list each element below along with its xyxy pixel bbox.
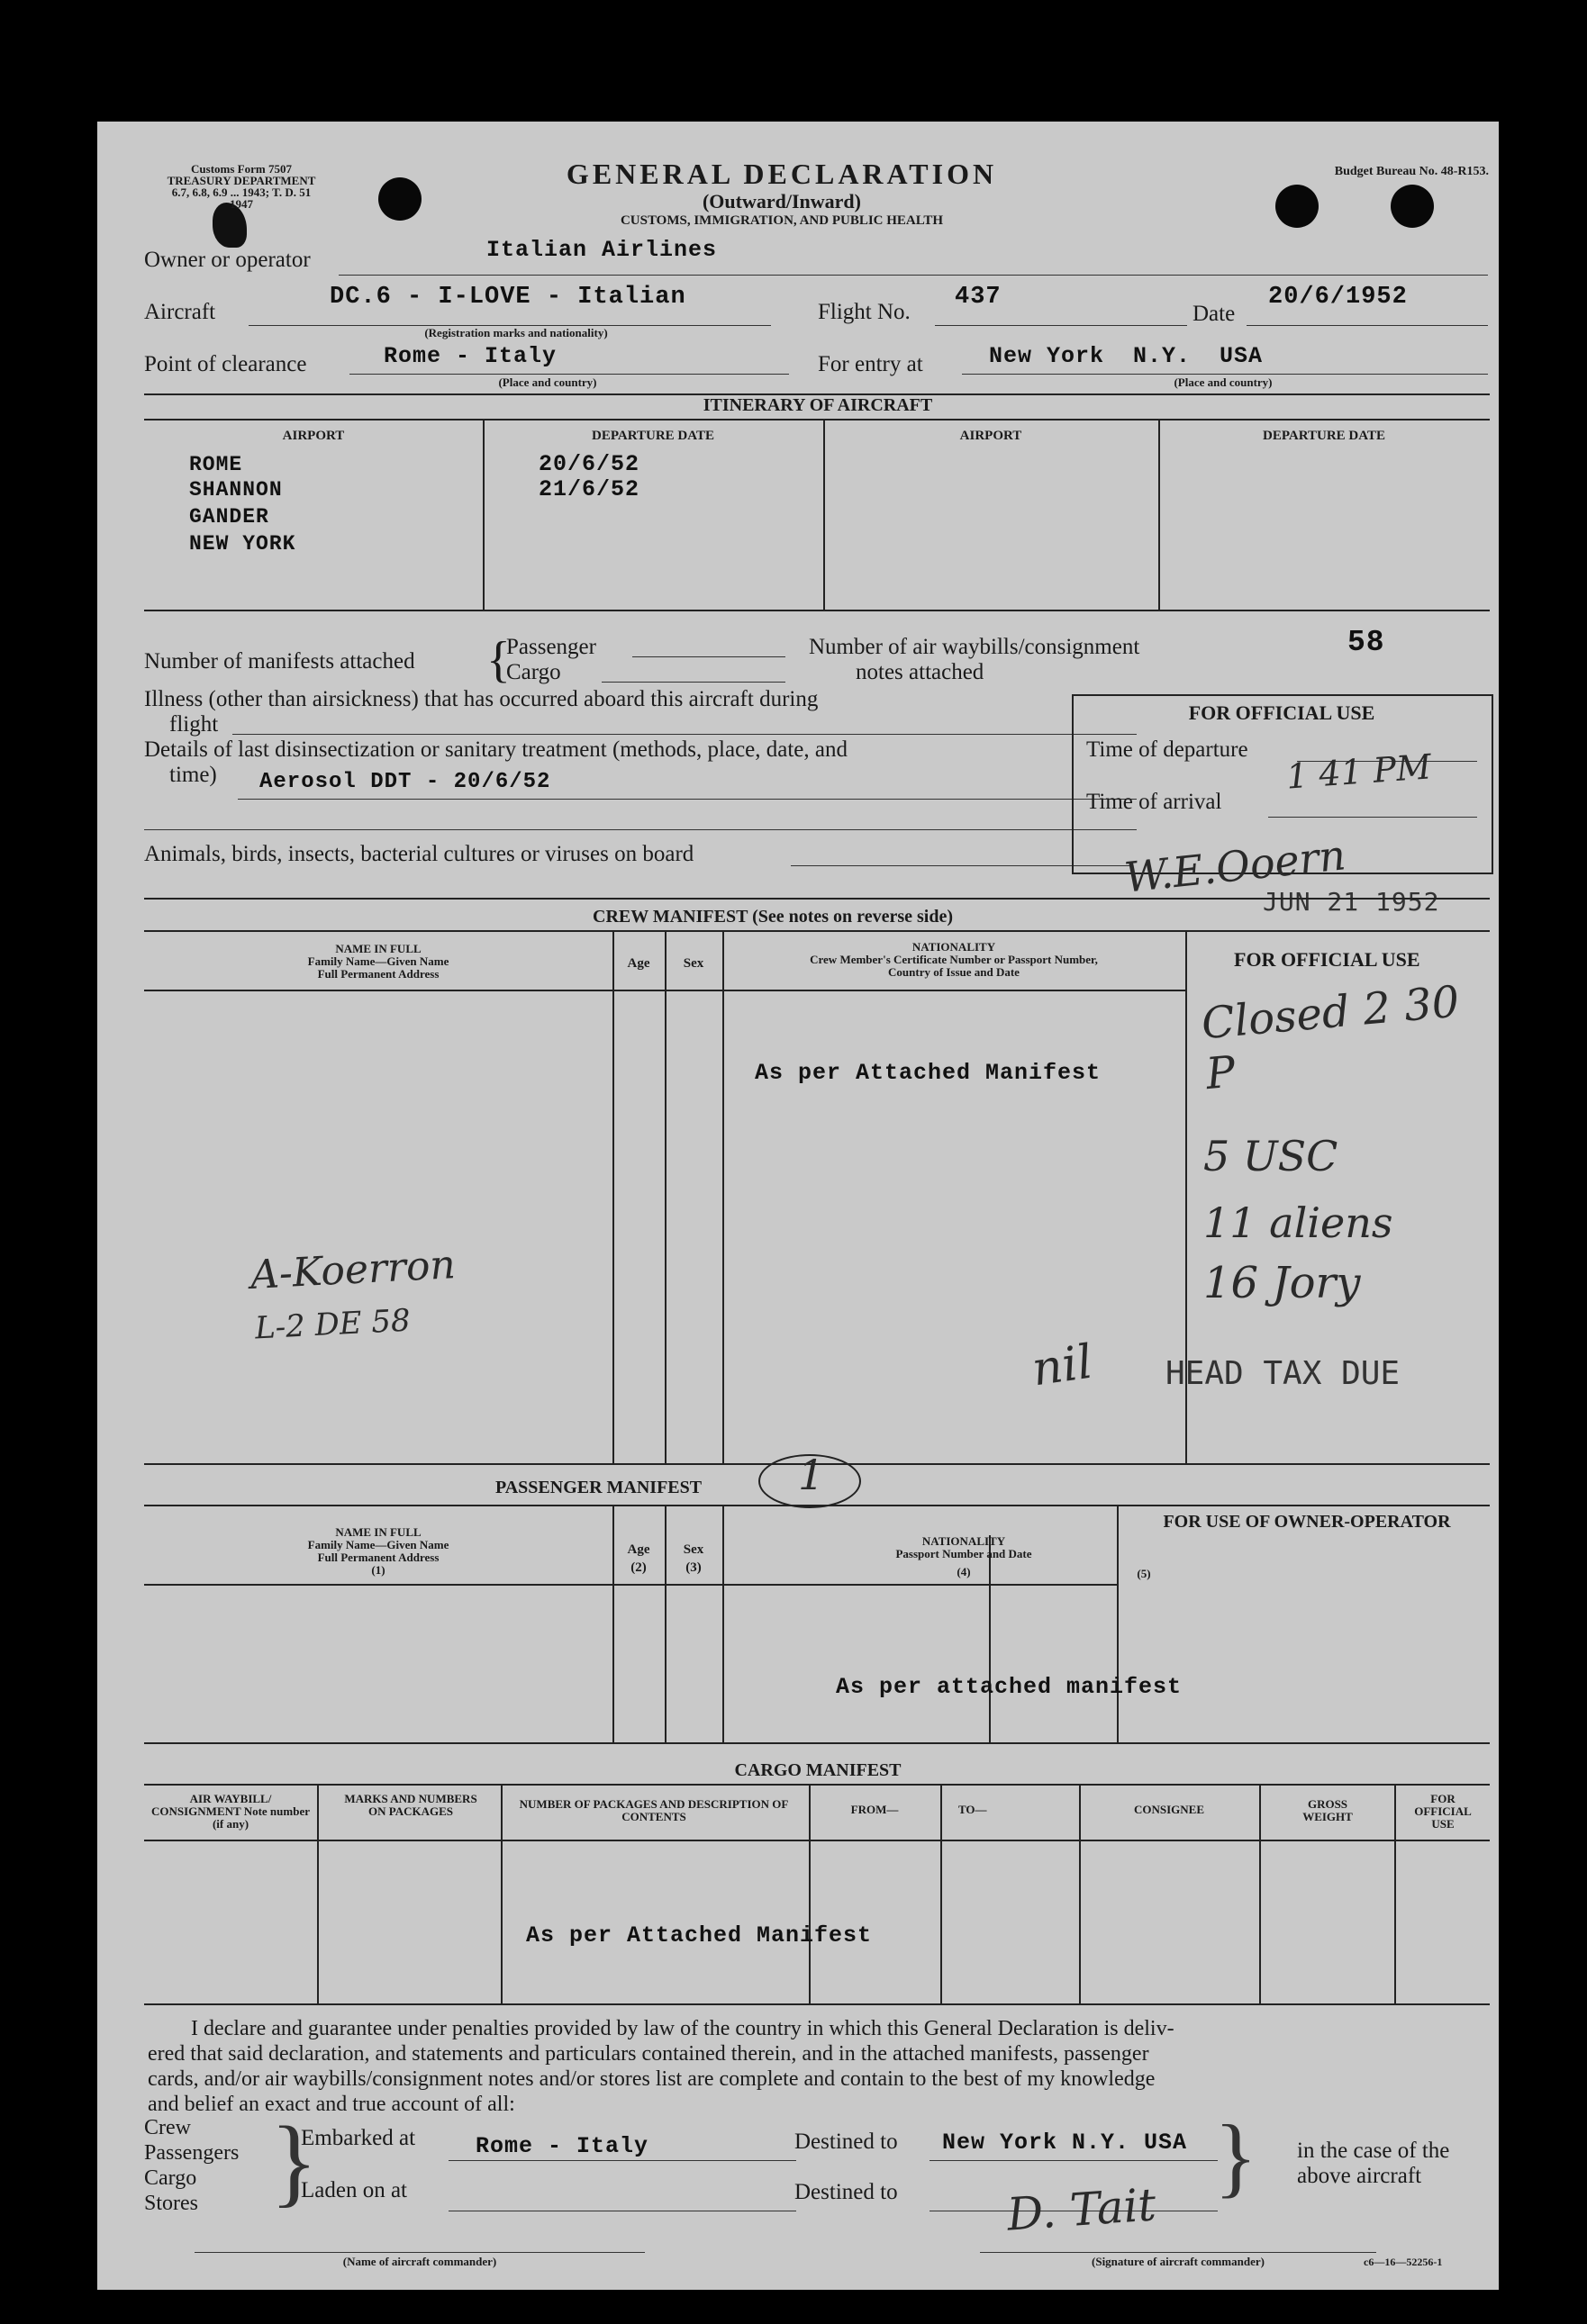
itinerary-header-departure: DEPARTURE DATE bbox=[591, 429, 714, 443]
illness-label-2: flight bbox=[169, 712, 219, 737]
header-text: Age bbox=[627, 1542, 650, 1557]
print-code: c6—16—52256-1 bbox=[1364, 2256, 1443, 2268]
cargo-bottom-rule bbox=[144, 2003, 1490, 2005]
passenger-count: 1 bbox=[798, 1451, 825, 1499]
passenger-header-nationality bbox=[829, 1535, 1099, 1578]
passenger-manifest-title: PASSENGER MANIFEST bbox=[495, 1478, 703, 1497]
header-text: (3) bbox=[685, 1560, 702, 1575]
commander-signature: D. Tait bbox=[1005, 2178, 1158, 2241]
illness-line bbox=[232, 734, 1137, 735]
manifests-brace: { bbox=[486, 632, 511, 688]
passenger-header-age bbox=[612, 1541, 665, 1577]
punch-hole bbox=[1391, 185, 1434, 228]
declaration-line: ered that said declaration, and statements and particulars contained therein, and in the attached manifests, passenger bbox=[148, 2042, 1149, 2066]
flight-number-value: 437 bbox=[955, 284, 1002, 311]
cargo-header-to: TO— bbox=[958, 1803, 987, 1816]
owner-label: Owner or operator bbox=[144, 248, 311, 272]
passenger-note: As per attached manifest bbox=[836, 1674, 1183, 1700]
cargo-rule bbox=[144, 1784, 1490, 1786]
itinerary-header-airport: AIRPORT bbox=[959, 429, 1022, 443]
crew-official-note: 11 aliens bbox=[1203, 1198, 1393, 1247]
cargo-header-marks: MARKS AND NUMBERS ON PACKAGES bbox=[344, 1792, 477, 1818]
laden-label: Laden on at bbox=[301, 2178, 408, 2202]
arrival-time-line bbox=[1268, 817, 1477, 818]
crew-header-age: Age bbox=[627, 956, 650, 971]
header-text: Passport Number and Date bbox=[895, 1547, 1032, 1560]
manifests-cargo-label: Cargo bbox=[506, 660, 561, 684]
crew-header-sex: Sex bbox=[683, 956, 704, 971]
crew-rule bbox=[144, 930, 1490, 932]
destined-value: New York N.Y. USA bbox=[942, 2130, 1188, 2156]
passenger-header-sex bbox=[665, 1541, 722, 1577]
point-of-clearance-label: Point of clearance bbox=[144, 352, 307, 376]
clearance-note: (Place and country) bbox=[498, 375, 597, 389]
form-ref-line: 6.7, 6.8, 6.9 ... 1943; T. D. 51 bbox=[171, 185, 312, 199]
waybills-label-2: notes attached bbox=[856, 660, 984, 684]
disinsectization-value: Aerosol DDT - 20/6/52 bbox=[259, 770, 551, 794]
cargo-note: As per Attached Manifest bbox=[526, 1922, 873, 1949]
header-text: Family Name—Given Name bbox=[307, 954, 449, 968]
header-text: Sex bbox=[683, 1542, 704, 1557]
clearance-underline bbox=[349, 374, 789, 375]
itinerary-header-departure: DEPARTURE DATE bbox=[1262, 429, 1385, 443]
punch-hole bbox=[1275, 185, 1319, 228]
crew-handwritten-note: A-Koerron bbox=[249, 1242, 457, 1298]
passenger-col-divider bbox=[1117, 1505, 1119, 1742]
cargo-header-weight: GROSS WEIGHT bbox=[1302, 1797, 1353, 1823]
declaration-brace: } bbox=[270, 2106, 318, 2216]
declaration-line: cards, and/or air waybills/consignment notes and/or stores list are complete and contain to the best of my knowledge bbox=[148, 2067, 1156, 2091]
form-sheet bbox=[97, 122, 1499, 2290]
form-title: GENERAL DECLARATION bbox=[566, 158, 998, 190]
manifests-passenger-label: Passenger bbox=[506, 635, 596, 659]
disinsectization-label: Details of last disinsectization or sanitary treatment (methods, place, date, and bbox=[144, 737, 848, 762]
aircraft-value: DC.6 - I-LOVE - Italian bbox=[330, 284, 686, 311]
declaration-item: Crew bbox=[144, 2116, 191, 2139]
point-of-clearance-value: Rome - Italy bbox=[384, 343, 558, 369]
itinerary-date: 20/6/52 bbox=[539, 451, 640, 477]
owner-underline bbox=[339, 275, 1488, 276]
nil-annotation: nil bbox=[1029, 1334, 1096, 1397]
disinsectization-line-2 bbox=[144, 829, 1137, 830]
itinerary-bottom-rule bbox=[144, 610, 1490, 611]
crew-col-divider bbox=[612, 930, 614, 1463]
commander-name-line bbox=[195, 2252, 645, 2253]
declaration-item: Stores bbox=[144, 2192, 198, 2215]
illness-label: Illness (other than airsickness) that has occurred aboard this aircraft during bbox=[144, 687, 819, 711]
embarked-line bbox=[449, 2160, 796, 2161]
time-of-departure-label: Time of departure bbox=[1086, 737, 1248, 762]
itinerary-airport: SHANNON bbox=[189, 478, 283, 502]
flight-number-label: Flight No. bbox=[818, 300, 911, 324]
header-text: NATIONALITY bbox=[911, 940, 996, 954]
passenger-rule bbox=[144, 1505, 1490, 1506]
date-value: 20/6/1952 bbox=[1268, 284, 1408, 311]
entry-note: (Place and country) bbox=[1174, 375, 1273, 389]
passenger-col-divider bbox=[722, 1505, 724, 1742]
header-text: Country of Issue and Date bbox=[888, 965, 1020, 979]
itinerary-airport: ROME bbox=[189, 453, 243, 476]
case-text: in the case of the bbox=[1297, 2139, 1450, 2163]
entry-label: For entry at bbox=[818, 352, 923, 376]
crew-header-rule bbox=[144, 990, 1185, 991]
form-reference bbox=[142, 163, 340, 210]
cargo-col-divider bbox=[940, 1784, 942, 2003]
crew-official-note: 5 USC bbox=[1203, 1132, 1338, 1180]
cargo-col-divider bbox=[501, 1784, 503, 2003]
form-ref-line: Customs Form 7507 bbox=[191, 162, 292, 176]
header-text: Full Permanent Address bbox=[317, 1551, 440, 1564]
header-text: NAME IN FULL bbox=[335, 1525, 422, 1539]
cargo-header-packages: NUMBER OF PACKAGES AND DESCRIPTION OF CONTENTS bbox=[519, 1797, 789, 1823]
crew-handwritten-note: L-2 DE 58 bbox=[254, 1302, 412, 1347]
waybills-label: Number of air waybills/consignment bbox=[809, 635, 1140, 659]
itinerary-airport: NEW YORK bbox=[189, 532, 296, 556]
destined-label-2: Destined to bbox=[794, 2180, 898, 2204]
header-text: Family Name—Given Name bbox=[307, 1538, 449, 1551]
head-tax-stamp: HEAD TAX DUE bbox=[1165, 1355, 1401, 1392]
declaration-item: Cargo bbox=[144, 2166, 197, 2190]
form-ref-line: 1947 bbox=[230, 197, 253, 211]
crew-official-note: Closed 2 30 P bbox=[1199, 976, 1462, 1100]
passenger-bottom-rule bbox=[144, 1742, 1490, 1744]
commander-signature-caption: (Signature of aircraft commander) bbox=[1092, 2255, 1265, 2268]
crew-col-divider bbox=[722, 930, 724, 1463]
declaration-line: I declare and guarantee under penalties provided by law of the country in which this General Declaration is deliv- bbox=[191, 2017, 1174, 2040]
aircraft-label: Aircraft bbox=[144, 300, 216, 324]
crew-top-rule bbox=[144, 898, 1490, 900]
itinerary-col-divider bbox=[1158, 419, 1160, 610]
crew-header-nationality bbox=[722, 941, 1185, 979]
cargo-header-from: FROM— bbox=[850, 1803, 899, 1816]
passenger-header-rule bbox=[144, 1584, 1117, 1586]
passenger-count-line bbox=[632, 656, 785, 657]
declaration-text bbox=[148, 2016, 1490, 2117]
flight-underline bbox=[935, 325, 1187, 326]
disinsectization-line bbox=[238, 799, 1137, 800]
passenger-header-owner: FOR USE OF OWNER-OPERATOR bbox=[1163, 1512, 1451, 1532]
official-signature: W.E.Ooern bbox=[1121, 830, 1348, 902]
commander-signature-line bbox=[980, 2252, 1376, 2253]
itinerary-airport: GANDER bbox=[189, 505, 269, 529]
embarked-value: Rome - Italy bbox=[476, 2133, 649, 2159]
header-text: NATIONALITY bbox=[921, 1534, 1006, 1548]
cargo-header-rule bbox=[144, 1840, 1490, 1841]
destined-line bbox=[930, 2160, 1218, 2161]
manifests-label: Number of manifests attached bbox=[144, 649, 415, 674]
passenger-header-col5: (5) bbox=[1137, 1567, 1151, 1580]
crew-header-official: FOR OFFICIAL USE bbox=[1234, 948, 1420, 971]
cargo-col-divider bbox=[317, 1784, 319, 2003]
itinerary-date: 21/6/52 bbox=[539, 476, 640, 502]
form-ref-line: TREASURY DEPARTMENT bbox=[167, 174, 316, 187]
official-use-title: FOR OFFICIAL USE bbox=[1188, 701, 1375, 724]
header-text: (1) bbox=[371, 1563, 385, 1577]
destination-brace: } bbox=[1214, 2106, 1257, 2206]
time-of-arrival-value: 1 41 PM bbox=[1284, 746, 1433, 797]
punch-hole bbox=[378, 177, 422, 221]
header-text: NAME IN FULL bbox=[335, 942, 422, 955]
crew-manifest-title: CREW MANIFEST (See notes on reverse side) bbox=[593, 907, 953, 927]
itinerary-header-airport: AIRPORT bbox=[282, 429, 345, 443]
cargo-header-official: FOR OFFICIAL USE bbox=[1414, 1792, 1472, 1831]
waybills-value: 58 bbox=[1347, 626, 1385, 659]
cargo-col-divider bbox=[1259, 1784, 1261, 2003]
cargo-col-divider bbox=[1079, 1784, 1081, 2003]
itinerary-rule bbox=[144, 419, 1490, 420]
header-text: Crew Member's Certificate Number or Passport Number, bbox=[810, 953, 1098, 966]
owner-value: Italian Airlines bbox=[486, 237, 718, 263]
entry-value: New York N.Y. USA bbox=[989, 343, 1264, 369]
commander-name-caption: (Name of aircraft commander) bbox=[342, 2255, 497, 2268]
declaration-item: Passengers bbox=[144, 2141, 240, 2165]
declaration-line: and belief an exact and true account of all: bbox=[148, 2093, 515, 2116]
itinerary-col-divider bbox=[483, 419, 485, 610]
cargo-count-line bbox=[602, 682, 785, 683]
declaration-items bbox=[144, 2115, 239, 2216]
disinsectization-label-2: time) bbox=[169, 763, 217, 787]
cargo-manifest-title: CARGO MANIFEST bbox=[734, 1760, 902, 1780]
crew-official-note: 16 Jory bbox=[1203, 1258, 1361, 1308]
form-subtitle: (Outward/Inward) bbox=[702, 190, 861, 213]
case-text-2: above aircraft bbox=[1297, 2164, 1422, 2188]
animals-label: Animals, birds, insects, bacterial cultures or viruses on board bbox=[144, 842, 694, 866]
aircraft-note: (Registration marks and nationality) bbox=[424, 326, 608, 339]
date-underline bbox=[1247, 325, 1488, 326]
entry-underline bbox=[962, 374, 1488, 375]
form-subtitle-agencies: CUSTOMS, IMMIGRATION, AND PUBLIC HEALTH bbox=[620, 213, 944, 228]
itinerary-col-divider bbox=[823, 419, 825, 610]
crew-col-divider bbox=[665, 930, 667, 1463]
header-text: (4) bbox=[957, 1565, 971, 1578]
header-text: Full Permanent Address bbox=[317, 967, 440, 981]
cargo-header-consignee: CONSIGNEE bbox=[1133, 1803, 1205, 1816]
header-text: (2) bbox=[630, 1560, 647, 1575]
itinerary-title: ITINERARY OF AIRCRAFT bbox=[703, 395, 933, 415]
embarked-label: Embarked at bbox=[301, 2126, 416, 2150]
destined-label: Destined to bbox=[794, 2130, 898, 2154]
crew-note: As per Attached Manifest bbox=[755, 1060, 1102, 1086]
passenger-header-name bbox=[144, 1526, 612, 1577]
cargo-col-divider bbox=[809, 1784, 811, 2003]
date-stamp: JUN 21 1952 bbox=[1263, 887, 1440, 917]
budget-bureau-number: Budget Bureau No. 48-R153. bbox=[1334, 165, 1489, 178]
date-label: Date bbox=[1193, 302, 1236, 326]
cargo-col-divider bbox=[1394, 1784, 1396, 2003]
cargo-header-waybill: AIR WAYBILL/ CONSIGNMENT Note number (if any) bbox=[151, 1792, 310, 1831]
crew-header-name bbox=[144, 943, 612, 981]
time-of-arrival-label: Time of arrival bbox=[1086, 790, 1222, 814]
